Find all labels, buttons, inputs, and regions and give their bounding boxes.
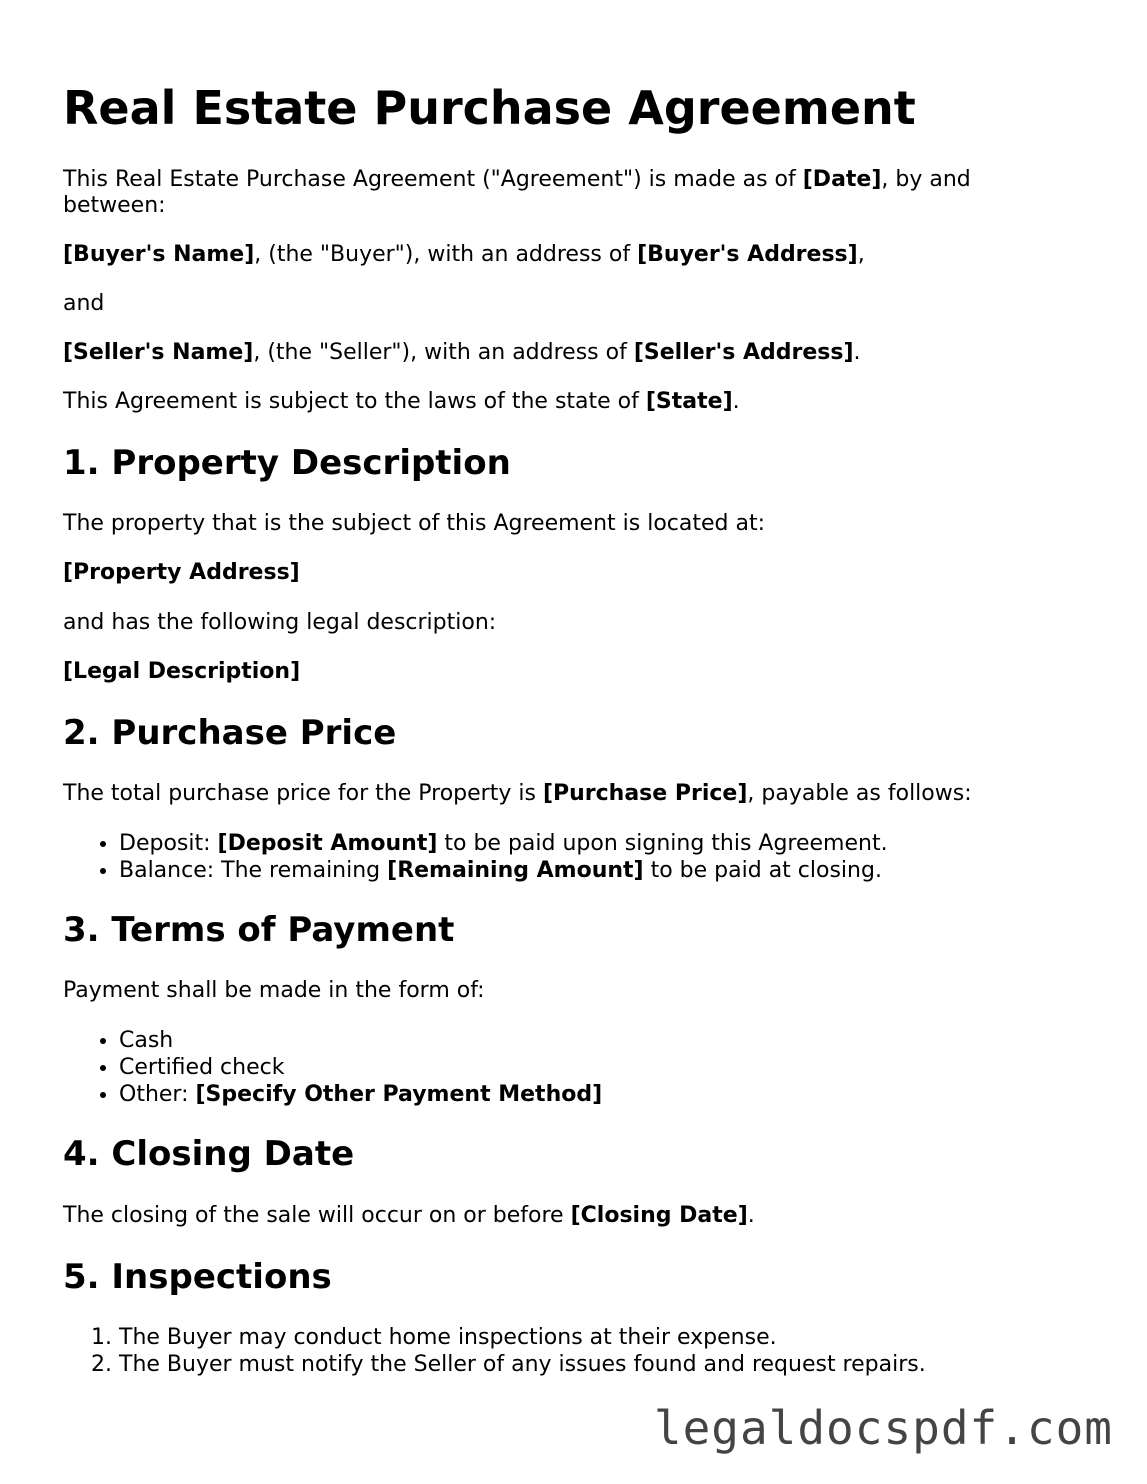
law-text: This Agreement is subject to the laws of the state of bbox=[63, 389, 646, 414]
intro-text-end: , by and between: bbox=[63, 167, 971, 218]
seller-address-placeholder: [Seller's Address] bbox=[633, 340, 854, 365]
intro-text: This Real Estate Purchase Agreement ("Agreement") is made as of bbox=[63, 167, 803, 192]
law-text-end: . bbox=[732, 389, 740, 414]
section-heading-closing-date: 4. Closing Date bbox=[63, 1134, 355, 1174]
seller-text: , (the "Seller"), with an address of bbox=[253, 340, 634, 365]
list-item bbox=[119, 830, 888, 857]
intro-paragraph bbox=[63, 167, 1023, 219]
closing-text-end: . bbox=[747, 1203, 755, 1228]
deposit-label: Deposit: bbox=[119, 831, 218, 856]
other-label: Other: bbox=[119, 1082, 196, 1107]
closing-text: The closing of the sale will occur on or before bbox=[63, 1203, 571, 1228]
list-item bbox=[119, 1081, 602, 1108]
property-paragraph: The property that is the subject of this Agreement is located at: bbox=[63, 511, 766, 536]
seller-paragraph bbox=[63, 340, 861, 366]
and-paragraph: and bbox=[63, 291, 105, 316]
section-heading-price: 2. Purchase Price bbox=[63, 713, 397, 753]
date-placeholder: [Date] bbox=[802, 167, 882, 192]
remaining-amount-placeholder: [Remaining Amount] bbox=[387, 858, 644, 883]
buyer-text-end: , bbox=[857, 242, 865, 267]
closing-date-placeholder: [Closing Date] bbox=[570, 1203, 748, 1228]
deposit-placeholder: [Deposit Amount] bbox=[217, 831, 438, 856]
buyer-name-placeholder: [Buyer's Name] bbox=[63, 242, 255, 267]
price-text-end: , payable as follows: bbox=[747, 781, 972, 806]
section-heading-payment-terms: 3. Terms of Payment bbox=[63, 910, 455, 950]
other-method-placeholder: [Specify Other Payment Method] bbox=[195, 1082, 603, 1107]
payment-schedule-list bbox=[63, 830, 888, 884]
seller-text-end: . bbox=[853, 340, 861, 365]
property-address-text: [Property Address] bbox=[63, 560, 300, 585]
list-item bbox=[119, 857, 888, 884]
buyer-text: , (the "Buyer"), with an address of bbox=[254, 242, 638, 267]
legal-description-text: [Legal Description] bbox=[63, 659, 301, 684]
list-item: • Certified check bbox=[119, 1054, 602, 1081]
payment-terms-paragraph: Payment shall be made in the form of: bbox=[63, 978, 485, 1003]
section-heading-inspections: 5. Inspections bbox=[63, 1257, 332, 1297]
legal-description-placeholder bbox=[63, 659, 300, 685]
closing-date-paragraph bbox=[63, 1203, 755, 1229]
seller-name-placeholder: [Seller's Name] bbox=[63, 340, 254, 365]
deposit-text: to be paid upon signing this Agreement. bbox=[437, 831, 888, 856]
price-paragraph bbox=[63, 781, 972, 807]
section-heading-property: 1. Property Description bbox=[63, 443, 511, 483]
legal-description-paragraph: and has the following legal description: bbox=[63, 610, 497, 635]
buyer-address-placeholder: [Buyer's Address] bbox=[637, 242, 858, 267]
governing-law-paragraph bbox=[63, 389, 740, 415]
state-placeholder: [State] bbox=[645, 389, 733, 414]
balance-label: Balance: The remaining bbox=[119, 858, 388, 883]
list-item: • Cash bbox=[119, 1027, 602, 1054]
list-item: 1. The Buyer may conduct home inspections at their expense. bbox=[119, 1324, 926, 1351]
footer-watermark: legaldocspdf.com bbox=[653, 1401, 1113, 1455]
price-text: The total purchase price for the Property is bbox=[63, 781, 543, 806]
purchase-price-placeholder: [Purchase Price] bbox=[542, 781, 748, 806]
list-item: 2. The Buyer must notify the Seller of any issues found and request repairs. bbox=[119, 1351, 926, 1378]
payment-methods-list bbox=[63, 1027, 602, 1108]
inspections-list bbox=[63, 1324, 926, 1378]
document-title: Real Estate Purchase Agreement bbox=[63, 81, 916, 135]
buyer-paragraph bbox=[63, 242, 865, 268]
balance-text: to be paid at closing. bbox=[643, 858, 882, 883]
property-address-placeholder bbox=[63, 560, 300, 586]
